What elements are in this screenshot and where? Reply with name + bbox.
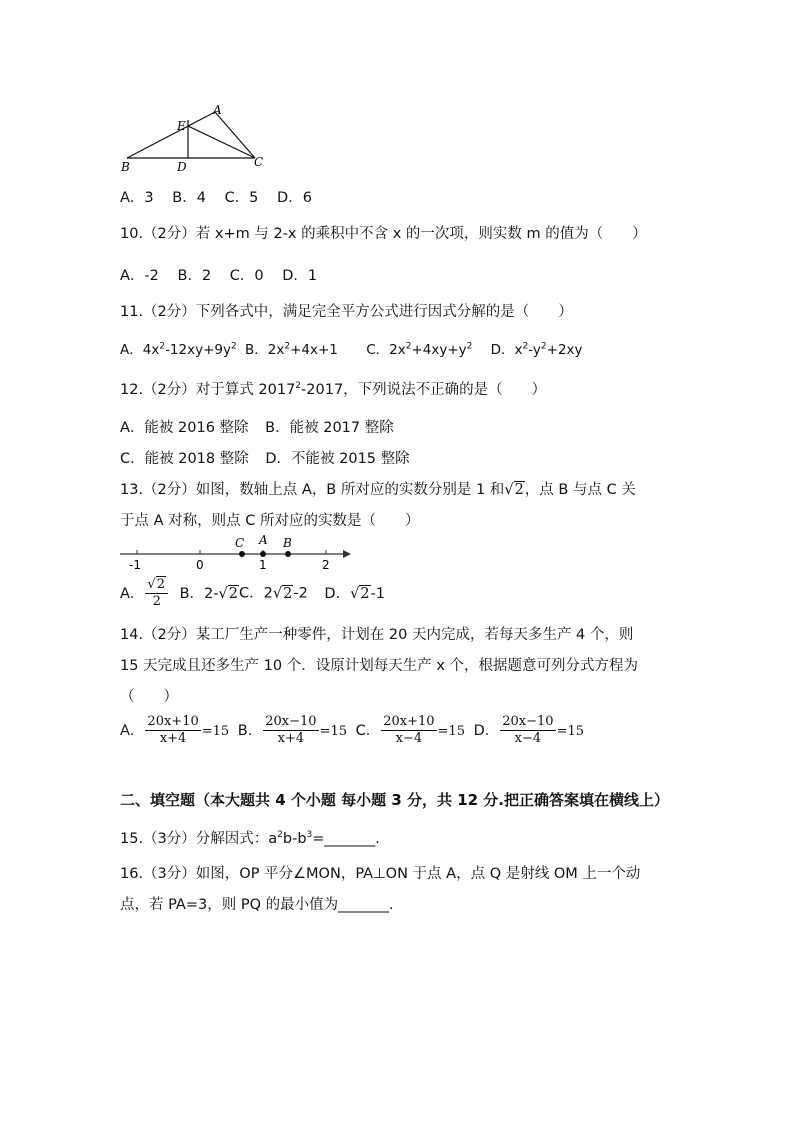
q13-option-d: D．√2-1 (324, 585, 386, 602)
q12-stem: 12.（2分）对于算式 2017$^2$-2017，下列说法不正确的是（ ） (120, 381, 547, 398)
tick-label-2: 2 (322, 558, 330, 572)
q9-option-d: D．6 (277, 190, 312, 206)
q13-option-a: A． $\frac{√2}{2}$ (120, 586, 169, 602)
q12-options-row2 (120, 447, 410, 468)
label-E: E (177, 119, 186, 133)
q14-option-a: A． $\frac{20x+10}{x+4}$ =15 (120, 714, 230, 746)
point-label-B: B (283, 536, 292, 550)
point-label-C: C (235, 536, 245, 550)
label-C: C (254, 155, 264, 169)
tick-label-0: 0 (196, 558, 204, 572)
q12-option-d: D．不能被 2015 整除 (265, 451, 410, 467)
label-B: B (121, 160, 130, 174)
q11-stem: 11.（2分）下列各式中，满足完全平方公式进行因式分解的是（ ） (120, 304, 573, 320)
q10-options (120, 264, 317, 285)
number-line (115, 532, 355, 572)
point-label-A: A (259, 533, 268, 547)
point-C (239, 551, 245, 557)
q12-option-c: C．能被 2018 整除 (120, 451, 249, 467)
q14-option-d: D． $\frac{20x-10}{x-4}$ =15 (473, 714, 584, 746)
q10-option-b: B．2 (177, 268, 212, 284)
q15-line: 15.（3分）分解因式：$a^2b-b^3=\_\_\_\_\_\_\_$. (120, 830, 380, 847)
section-2-heading: 二、填空题（本大题共 4 个小题 每小题 3 分，共 12 分.把正确答案填在横线上） (120, 791, 670, 809)
point-B (285, 551, 291, 557)
q9-option-b: B．4 (172, 190, 206, 206)
q13-option-c: C．2√2-2 (239, 585, 308, 602)
q9-options (120, 186, 312, 207)
q11-options (120, 338, 583, 358)
q10-option-a: A．-2 (120, 268, 159, 284)
q14-line2: 15 天完成且还多生产 10 个．设原计划每天生产 x 个，根据题意可列分式方程为 (120, 658, 639, 674)
triangle-figure (115, 100, 275, 175)
q10-option-d: D．1 (282, 268, 318, 284)
q16-line1: 16.（3分）如图，OP 平分∠MON，PA⊥ON 于点 A，点 Q 是射线 OM 上一个动 (120, 866, 641, 882)
q13-line2: 于点 A 对称，则点 C 所对应的实数是（ ） (120, 513, 420, 529)
q16-line2: 点，若 PA=3，则 PQ 的最小值为_______. (120, 897, 394, 913)
q13-option-b: B．2-√2 (179, 585, 238, 602)
q10-option-c: C．0 (229, 268, 264, 284)
q12-option-a: A．能被 2016 整除 (120, 420, 249, 436)
tick-label-neg1: -1 (129, 558, 141, 572)
q14-options (120, 714, 584, 747)
q10-stem: 10.（2分）若 x+m 与 2-x 的乘积中不含 x 的一次项，则实数 m 的值为（ ） (120, 226, 647, 242)
q14-line3: （ ） (120, 689, 178, 705)
q9-option-a: A．3 (120, 190, 154, 206)
q9-option-c: C．5 (224, 190, 259, 206)
label-D: D (177, 160, 187, 174)
label-A: A (213, 103, 222, 117)
q14-option-b: B． $\frac{20x-10}{x+4}$ =15 (237, 714, 347, 746)
q11-option-c: C．$2x^2+4xy+y^2$ (366, 341, 473, 358)
q11-option-a: A．$4x^2-12xy+9y^2$ (120, 341, 237, 358)
q11-option-d: D．$x^2-y^2+2xy$ (490, 341, 583, 358)
point-A (260, 551, 266, 557)
q13-line1: 13.（2分）如图，数轴上点 A，B 所对应的实数分别是 1 和√2，点 B 与点 C 关 (120, 482, 636, 498)
sqrt-2: √2 (504, 482, 524, 498)
q14-line1: 14.（2分）某工厂生产一种零件，计划在 20 天内完成，若每天多生产 4 个，则 (120, 627, 634, 643)
q14-option-c: C． $\frac{20x+10}{x-4}$ =15 (355, 714, 465, 746)
q12-option-b: B．能被 2017 整除 (265, 420, 394, 436)
tick-label-1: 1 (259, 558, 267, 572)
q11-option-b: B．$2x^2+4x+1$ (245, 341, 338, 358)
q12-options-row1 (120, 416, 394, 437)
q13-options (120, 577, 385, 610)
